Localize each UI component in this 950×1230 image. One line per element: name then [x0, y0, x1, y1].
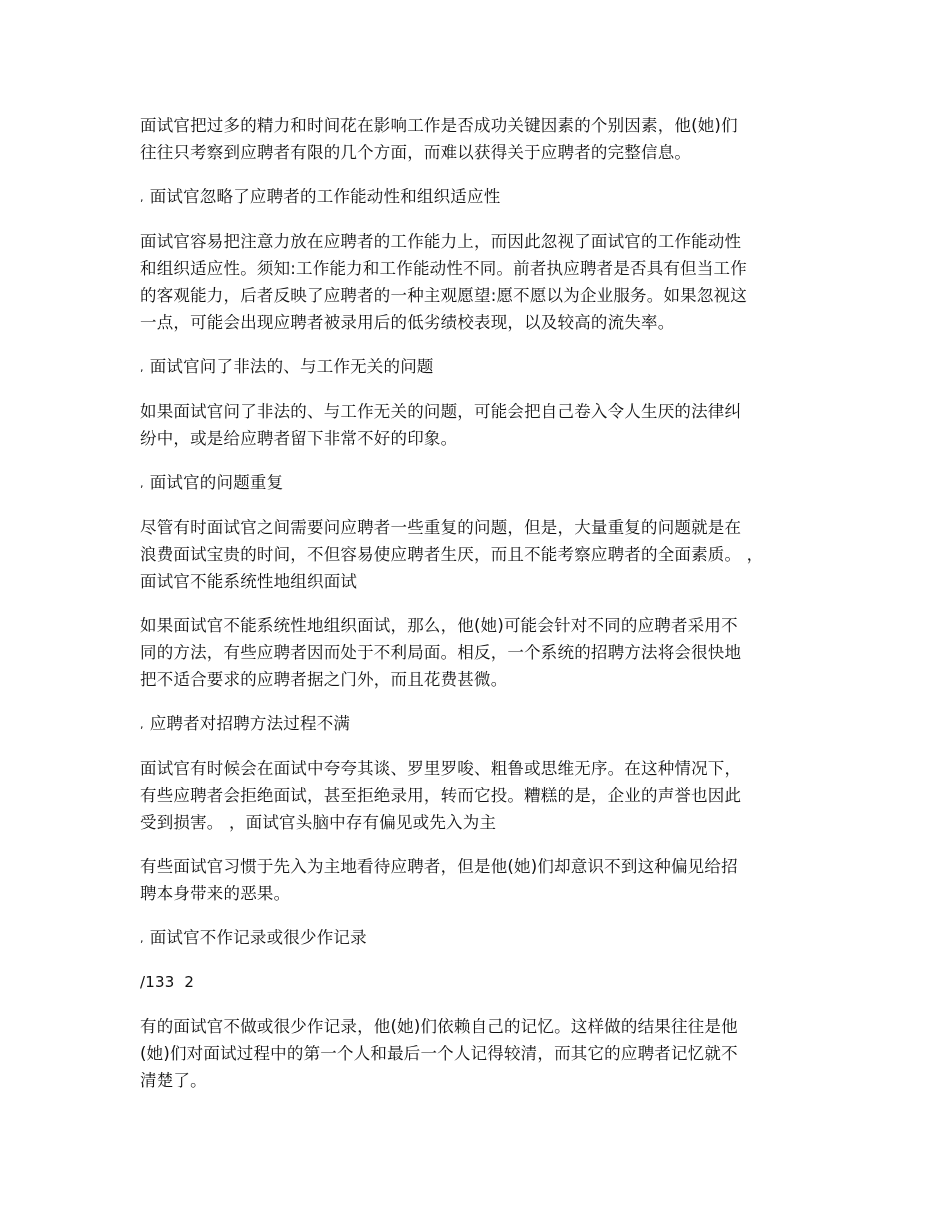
paragraph-focus-on-individual-factors: 面试官把过多的精力和时间花在影响工作是否成功关键因素的个别因素，他(她)们 往往只考察到应聘者有限的几个方面，而难以获得关于应聘者的完整信息。 — [140, 116, 738, 162]
heading-applicant-dissatisfied — [140, 710, 820, 738]
heading-illegal-questions — [140, 353, 820, 381]
bullet-mark: , — [140, 477, 144, 490]
paragraph-illegal-questions: 如果面试官问了非法的、与工作无关的问题，可能会把自己卷入令人生厌的法律纠 纷中，或是给应聘者留下非常不好的印象。 — [140, 402, 742, 448]
bullet-mark: , — [140, 191, 144, 204]
heading-text: 面试官不作记录或很少作记录 — [149, 928, 367, 947]
heading-ignore-motivation — [140, 183, 820, 211]
paragraph-no-records: 有的面试官不做或很少作记录，他(她)们依赖自己的记忆。这样做的结果往往是他 (她)们对面试过程中的第一个人和最后一个人记得较清，而其它的应聘者记忆就不 清楚了。 — [140, 1017, 738, 1090]
paragraph-applicant-dissatisfied: 面试官有时候会在面试中夸夸其谈、罗里罗唆、粗鲁或思维无序。在这种情况下， 有些应聘者会拒绝面试，甚至拒绝录用，转而它投。糟糕的是，企业的声誉也因此 受到损害。 ，面试官头脑中存有偏见或先入为主 — [140, 759, 742, 832]
bullet-mark: , — [140, 361, 144, 374]
paragraph-bias: 有些面试官习惯于先入为主地看待应聘者，但是他(她)们却意识不到这种偏见给招 聘本身带来的恶果。 — [140, 857, 738, 903]
bullet-mark: , — [140, 932, 144, 945]
heading-text: 面试官的问题重复 — [149, 473, 284, 492]
bullet-mark: , — [140, 718, 144, 731]
heading-repeated-questions — [140, 469, 820, 497]
page-code: /133 2 — [140, 973, 195, 991]
heading-text: 应聘者对招聘方法过程不满 — [149, 714, 351, 733]
heading-no-records — [140, 924, 820, 952]
heading-text: 面试官忽略了应聘者的工作能动性和组织适应性 — [149, 187, 501, 206]
document-page — [140, 112, 820, 1111]
paragraph-repeated-questions: 尽管有时面试官之间需要问应聘者一些重复的问题，但是，大量重复的问题就是在 浪费面试宝贵的时间，不但容易使应聘者生厌，而且不能考察应聘者的全面素质。 ， 面试官不能系统性地组织面试 — [140, 518, 764, 591]
paragraph-systematic-interview: 如果面试官不能系统性地组织面试，那么，他(她)可能会针对不同的应聘者采用不 同的方法，有些应聘者因而处于不利局面。相反，一个系统的招聘方法将会很快地 把不适合要求的应聘者据之门外，而且花费甚微。 — [140, 616, 742, 689]
heading-text: 面试官问了非法的、与工作无关的问题 — [149, 357, 434, 376]
paragraph-motivation: 面试官容易把注意力放在应聘者的工作能力上，而因此忽视了面试官的工作能动性 和组织适应性。须知:工作能力和工作能动性不同。前者执应聘者是否具有但当工作 的客观能力，后者反映了应聘者的一种主观愿望:愿不愿以为企业服务。如果忽视这 一点，可能会出现应聘者被录用后的低劣绩校表现，以及较高的流失率。 — [140, 232, 747, 332]
